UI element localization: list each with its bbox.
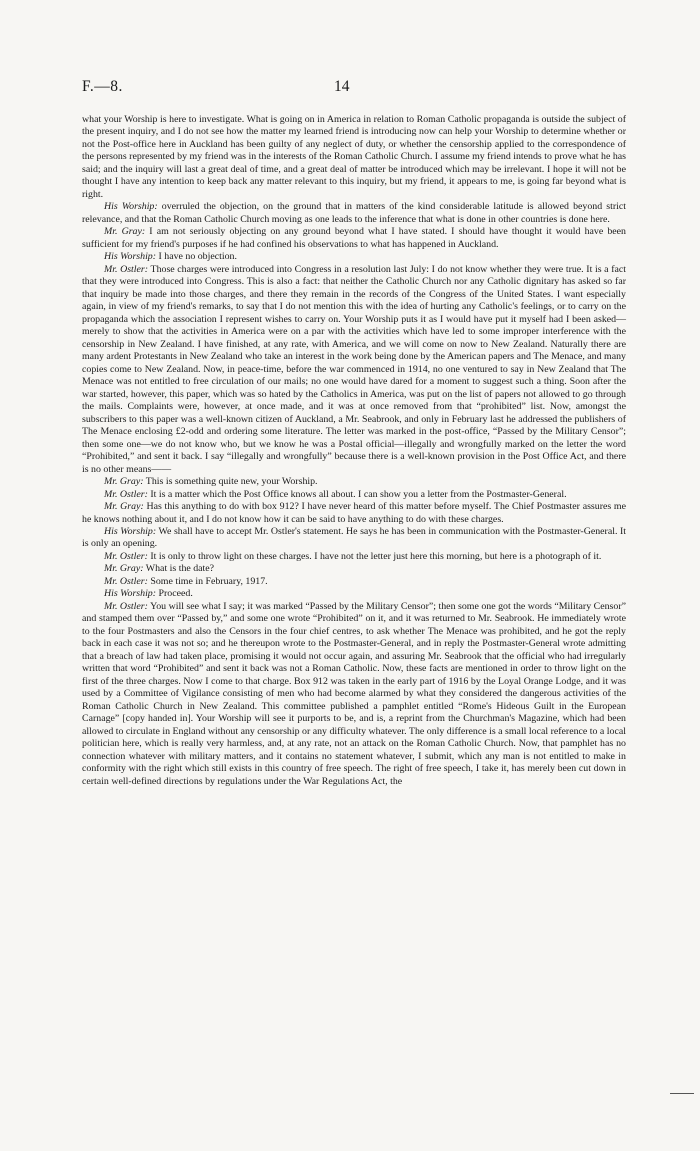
page-header bbox=[82, 78, 700, 98]
speaker-label: Mr. Gray: bbox=[104, 476, 144, 488]
paragraph bbox=[82, 601, 626, 788]
paragraph-text: what your Worship is here to investigate. What is going on in America in relation to Roman Catholic propaganda is outside the subject of the present inquiry, and I do not see how the matter my learned friend is introducing now can help your Worship to determine whether or not the Post-office here in Auckland has been guilty of any neglect of duty, or whether the censorship applied to the correspondence of the persons represented by my friend was in the interests of the Roman Catholic Church. I assume my friend intends to prove what he has said; and the inquiry will last a great deal of time, and a great deal of matter be introduced which may be irrelevant. I hope it will not be thought I have any intention to keep back any matter relevant to this inquiry, but my friend, it appears to me, is going far beyond what is right. bbox=[82, 114, 626, 200]
paragraph-text: It is only to throw light on these charges. I have not the letter just here this morning, but here is a photograph of it. bbox=[150, 550, 602, 562]
paragraph-text: Proceed. bbox=[158, 588, 193, 600]
speaker-label: Mr. Gray: bbox=[104, 226, 146, 238]
paragraph-text: You will see what I say; it was marked “Passed by the Military Censor”; then some one got the words “Military Censor” and stamped them over “Passed by,” and some one wrote “Prohibited” on it, and it was returned to Mr. Seabrook. He immediately wrote to the four Postmasters and also the Censors in the four chief centres, to ask whether The Menace was prohibited, and he got the reply back in each case it was not so; and he thereupon wrote to the Postmaster-General, and in reply the Postmaster-General wrote admitting that a breach of law had taken place, promising it would not occur again, and assuring Mr. Seabrook that the official who had irregularly written that word “Prohibited” and sent it back was not a Roman Catholic. Now, these facts are mentioned in order to throw light on the first of the three charges. Now I come to that charge. Box 912 was taken in the early part of 1916 by the Loyal Orange Lodge, and it was used by a Committee of Vigilance consisting of men who had become alarmed by what they considered the dangerous activities of the Roman Catholic Church in New Zealand. This committee published a pamphlet entitled “Rome's Hideous Guilt in the European Carnage” [copy handed in]. Your Worship will see it purports to be, and is, a reprint from the Churchman's Magazine, which had been allowed to circulate in England without any censorship or any difficulty whatever. The only difference is a small local reference to a local politician here, which is really very harmless, and, at any rate, not an attack on the Roman Catholic Church. Now, that pamphlet has no connection whatever with military matters, and it contains no statement whatever, I submit, which any man is not entitled to make in conformity with the right which still exists in this country of free speech. The right of free speech, I take it, has merely been cut down in certain well-defined directions by regulations under the War Regulations Act, the bbox=[82, 600, 626, 787]
paragraph bbox=[82, 264, 626, 476]
speaker-label: His Worship: bbox=[104, 588, 157, 600]
paragraph bbox=[82, 251, 626, 263]
speaker-label: Mr. Ostler: bbox=[104, 550, 148, 562]
paragraph-text: We shall have to accept Mr. Ostler's statement. He says he has been in communication with the Postmaster-General. It is only an opening. bbox=[82, 525, 626, 550]
margin-mark bbox=[670, 1093, 694, 1094]
paragraph bbox=[82, 489, 626, 501]
page-number: 14 bbox=[334, 78, 350, 95]
speaker-label: His Worship: bbox=[104, 201, 158, 213]
paragraph bbox=[82, 476, 626, 488]
paragraph bbox=[82, 551, 626, 563]
paragraph bbox=[82, 588, 626, 600]
document-reference: F.—8. bbox=[82, 78, 123, 95]
paragraph-text: What is the date? bbox=[145, 563, 215, 575]
speaker-label: Mr. Gray: bbox=[104, 563, 144, 575]
paragraph bbox=[82, 114, 626, 201]
speaker-label: Mr. Gray: bbox=[104, 501, 144, 513]
paragraph-text: overruled the objection, on the ground that in matters of the kind considerable latitude is allowed beyond strict relevance, and that the Roman Catholic Church moving as one leads to the inference that what is done in other countries is done here. bbox=[82, 201, 626, 225]
paragraph bbox=[82, 226, 626, 251]
paragraph bbox=[82, 576, 626, 588]
speaker-label: His Worship: bbox=[104, 525, 157, 537]
paragraph-text: Those charges were introduced into Congress in a resolution last July: I do not know whether they were true. It is a fact that they were introduced into Congress. This is also a fact: that neither the Catholic Church nor any Catholic dignitary has asked so far that inquiry be made into those charges, and there they remain in the records of the Congress of the United States. I want especially again, in view of my friend's remarks, to say that I do not mention this with the idea of hurting any Catholic's feelings, or to carry on the propaganda which the association I represent wishes to carry on. Your Worship puts it as I would have put it myself had I been asked—merely to show that the activities in America were on a par with the activities which have led to some improper interference with the censorship in New Zealand. I have finished, at any rate, with America, and we will come on now to New Zealand. Naturally there are many ardent Protestants in New Zealand who take an interest in the work being done by the American papers and The Menace, and many copies come to New Zealand. Now, in peace-time, before the war commenced in 1914, no one ventured to say in New Zealand that The Menace was not entitled to free circulation of our mails; no one would have dared for a moment to suggest such a thing. Soon after the war started, however, this paper, which was so hated by the Catholics in America, was put on the list of papers not allowed to go through the mails. Complaints were, however, at once made, and it was at once removed from that “prohibited” list. Now, amongst the subscribers to this paper was a well-known citizen of Auckland, a Mr. Seabrook, and only in February last he addressed the publishers of The Menace enclosing £2-odd and ordering some literature. The letter was marked in the post-office, “Passed by the Military Censor”; then some one—we do not know who, but we know he was a Postal official—illegally and wrongfully marked on the letter the word “Prohibited,” and sent it back. I say “illegally and wrongfully” because there is a well-known provision in the Post Office Act, and there is no other means—— bbox=[82, 263, 626, 475]
paragraph bbox=[82, 501, 626, 526]
paragraph bbox=[82, 563, 626, 575]
paragraph bbox=[82, 201, 626, 226]
paragraph-text: It is a matter which the Post Office knows all about. I can show you a letter from the Postmaster-General. bbox=[150, 488, 567, 500]
paragraph-text: This is something quite new, your Worship. bbox=[145, 476, 318, 488]
speaker-label: Mr. Ostler: bbox=[104, 575, 148, 587]
transcript-body bbox=[82, 114, 626, 788]
paragraph-text: Some time in February, 1917. bbox=[150, 575, 268, 587]
speaker-label: Mr. Ostler: bbox=[104, 600, 148, 612]
paragraph-text: I am not seriously objecting on any ground beyond what I have stated. I should have thought it would have been sufficient for my friend's purposes if he had confined his observations to what has happened in Auckland. bbox=[82, 226, 626, 250]
paragraph bbox=[82, 526, 626, 551]
speaker-label: Mr. Ostler: bbox=[104, 488, 148, 500]
paragraph-text: I have no objection. bbox=[158, 251, 237, 263]
speaker-label: His Worship: bbox=[104, 251, 157, 263]
paragraph-text: Has this anything to do with box 912? I have never heard of this matter before myself. The Chief Postmaster assures me he knows nothing about it, and I do not know how it can be said to have anything to do with these charges. bbox=[82, 501, 626, 525]
speaker-label: Mr. Ostler: bbox=[104, 263, 149, 275]
